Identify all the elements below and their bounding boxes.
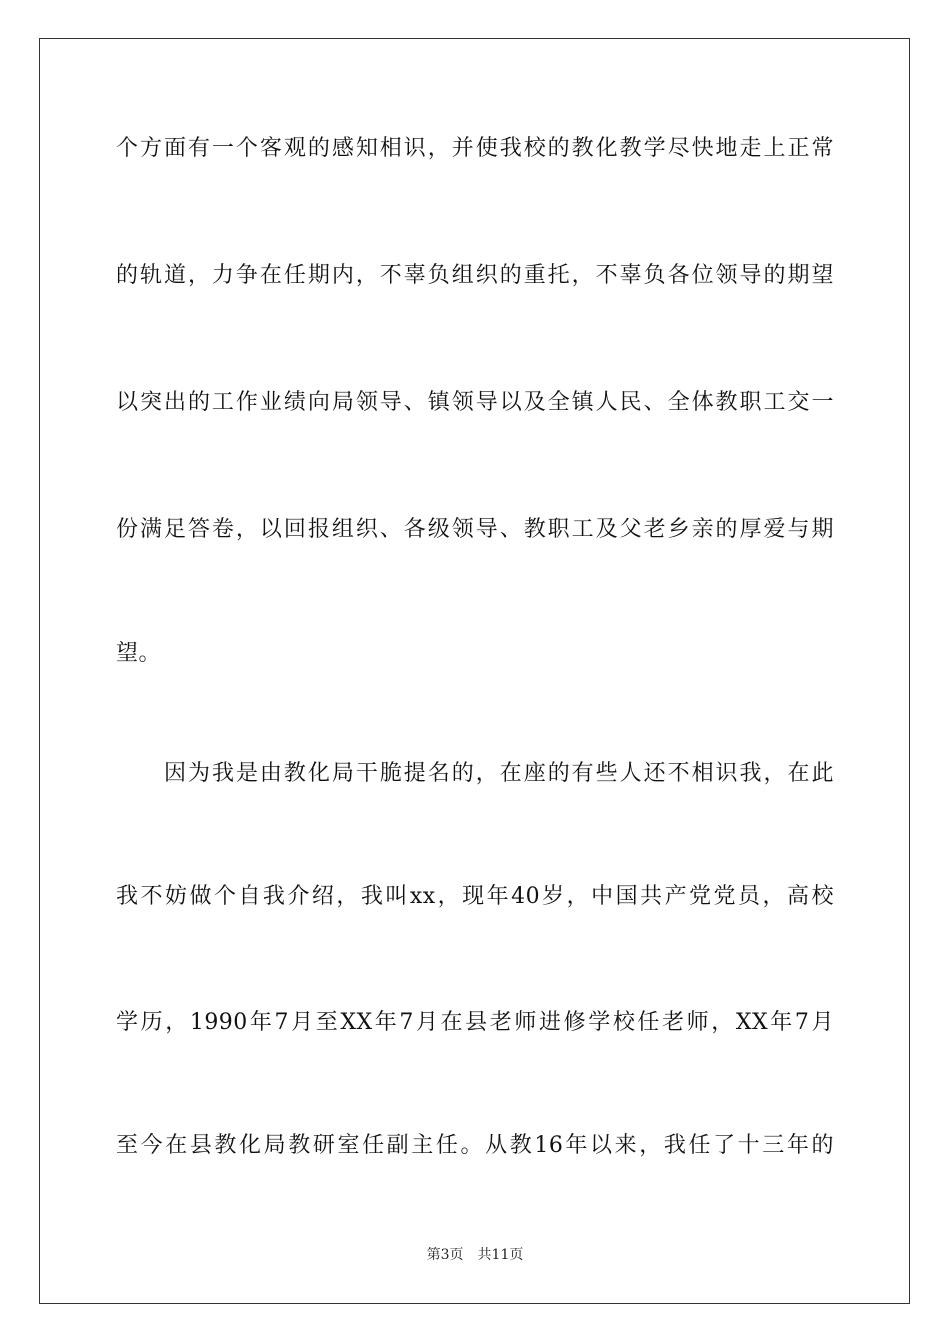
body-text-line: 以突出的工作业绩向局领导、镇领导以及全镇人民、全体教职工交一: [116, 390, 834, 415]
body-text-line: 我不妨做个自我介绍，我叫xx，现年40岁，中国共产党党员，高校: [116, 884, 834, 909]
body-text-line-indented: 因为我是由教化局干脆提名的，在座的有些人还不相识我，在此: [164, 761, 834, 786]
body-text-line: 个方面有一个客观的感知相识，并使我校的教化教学尽快地走上正常: [116, 136, 834, 161]
page-total: 共11页: [477, 1247, 524, 1263]
page-number: 第3页: [426, 1247, 464, 1263]
body-text-line: 至今在县教化局教研室任副主任。从教16年以来，我任了十三年的: [116, 1133, 834, 1158]
body-text-line: 份满足答卷，以回报组织、各级领导、教职工及父老乡亲的厚爱与期: [116, 517, 834, 542]
body-text-line: 望。: [116, 641, 162, 666]
page-footer: [0, 1245, 950, 1265]
body-text-line: 的轨道，力争在任期内，不辜负组织的重托，不辜负各位领导的期望: [116, 263, 834, 288]
body-text-line: 学历，1990年7月至XX年7月在县老师进修学校任老师，XX年7月: [116, 1010, 834, 1035]
page-border: [39, 38, 910, 1304]
